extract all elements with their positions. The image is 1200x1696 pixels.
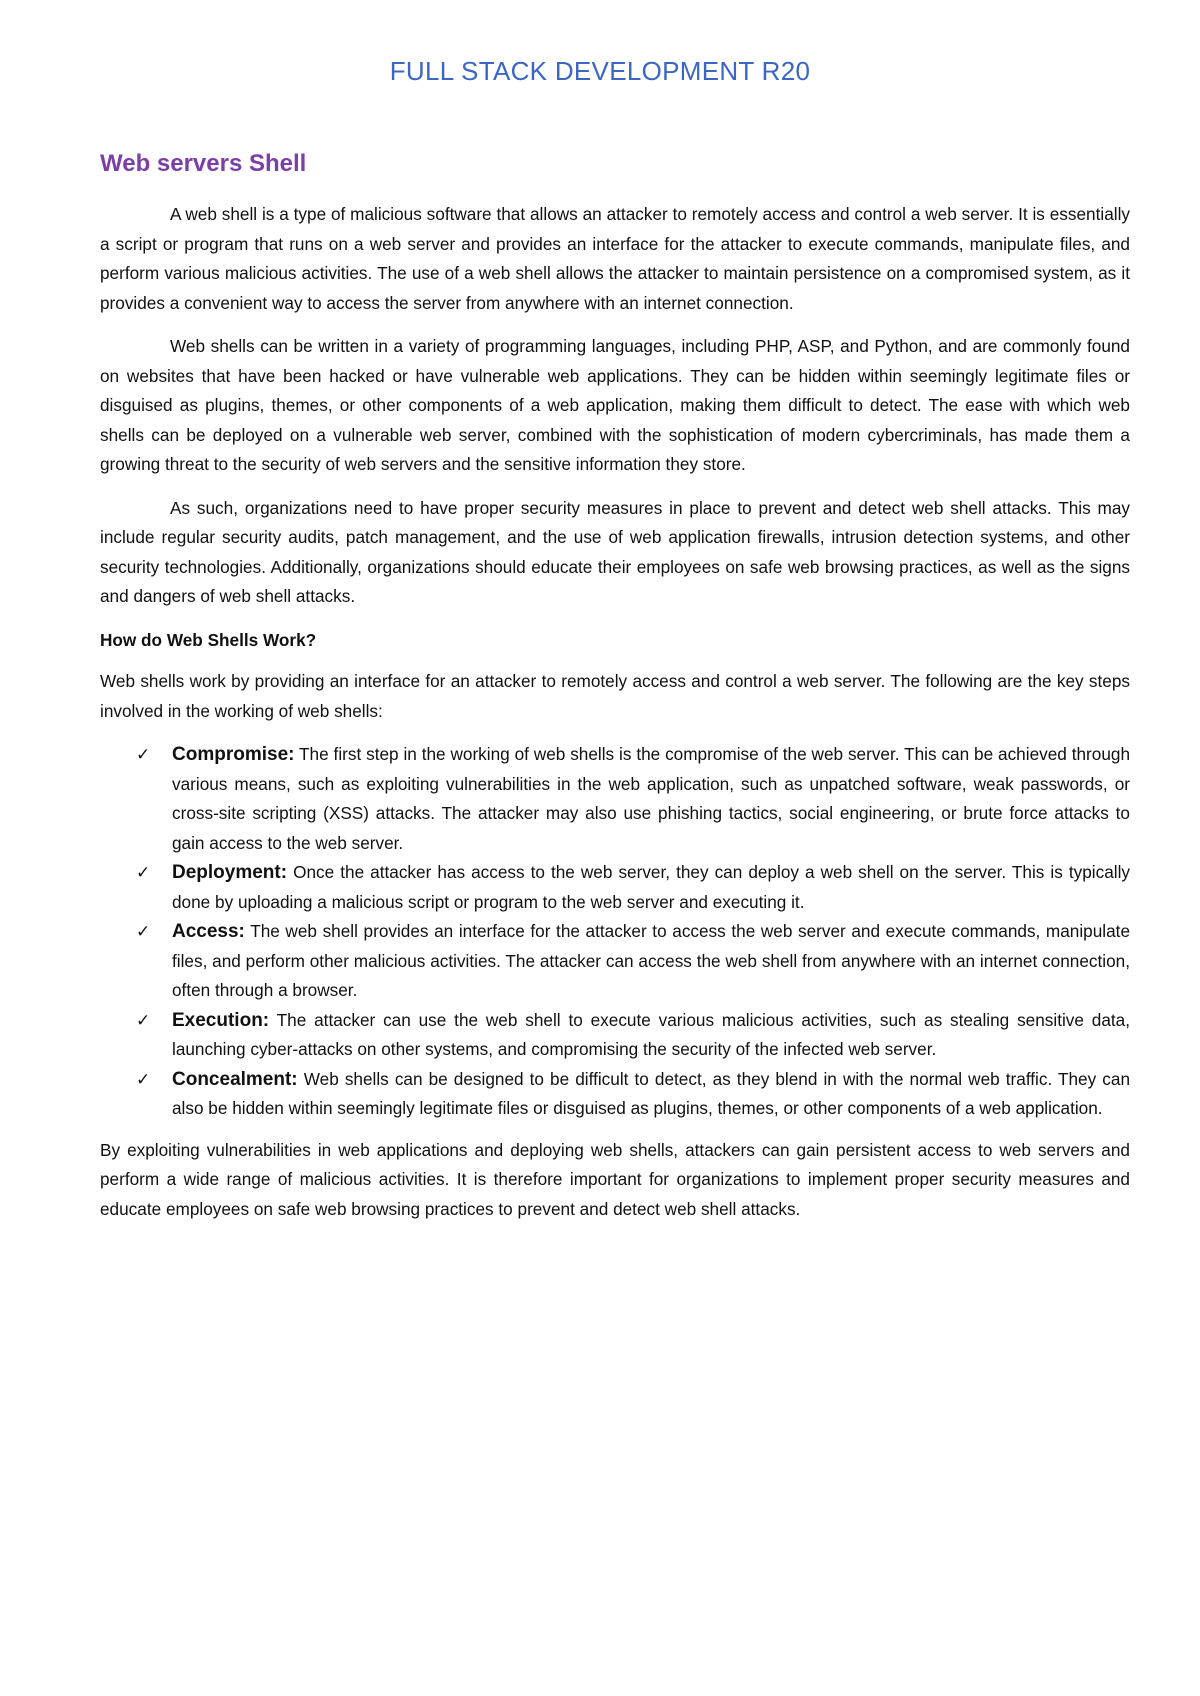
how-heading: How do Web Shells Work? xyxy=(100,629,317,650)
checkmark-icon: ✓ xyxy=(136,1069,151,1089)
step-term: Deployment: xyxy=(172,862,288,883)
paragraph-intro: A web shell is a type of malicious software that allows an attacker to remotely access and control a web server. It is essentially a script or program that runs on a web server and provides an interface for the attacker to execute commands, manipulate files, and perform various malicious activities. The use of a web shell allows the attacker to maintain persistence on a compromised system, as it provides a convenient way to access the server from anywhere with an internet connection. xyxy=(100,204,1130,313)
step-text: The web shell provides an interface for the attacker to access the web server and execute commands, manipulate files, and perform other malicious activities. The attacker can access the web shell from anywhere with an internet connection, often through a browser. xyxy=(172,921,1131,1000)
step-text: Once the attacker has access to the web server, they can deploy a web shell on the server. This is typically done by uploading a malicious script or program to the web server and executing it. xyxy=(172,862,1131,912)
step-text: The attacker can use the web shell to execute various malicious activities, such as stealing sensitive data, launching cyber-attacks on other systems, and compromising the security of the infected web server. xyxy=(172,1009,1131,1059)
paragraph-languages: Web shells can be written in a variety of programming languages, including PHP, ASP, and Python, and are commonly found on websites that have been hacked or have vulnerable web applications. They can be hidden within seemingly legitimate files or disguised as plugins, themes, or other components of a web application, making them difficult to detect. The ease with which web shells can be deployed on a vulnerable web server, combined with the sophistication of modern cybercriminals, has made them a growing threat to the security of web servers and the sensitive information they store. xyxy=(100,336,1130,474)
how-intro: Web shells work by providing an interface for an attacker to remotely access and control a web server. The following are the key steps involved in the working of web shells: xyxy=(100,671,1130,721)
section-title: Web servers Shell xyxy=(100,150,307,177)
checkmark-icon: ✓ xyxy=(136,922,151,941)
step-term: Access: xyxy=(172,921,245,942)
conclusion-paragraph: By exploiting vulnerabilities in web applications and deploying web shells, attackers can gain persistent access to web servers and perform a wide range of malicious activities. It is therefore important for organizations to implement proper security measures and educate employees on safe web browsing practices to prevent and detect web shell attacks. xyxy=(100,1139,1130,1219)
step-text: Web shells can be designed to be difficult to detect, as they blend in with the normal web traffic. They can also be hidden within seemingly legitimate files or disguised as plugins, themes, or other components of a web application. xyxy=(172,1068,1130,1118)
step-compromise xyxy=(136,740,1131,858)
paragraph-security-measures: As such, organizations need to have proper security measures in place to prevent and detect web shell attacks. This may include regular security audits, patch management, and the use of web application firewalls, intrusion detection systems, and other security technologies. Additionally, organizations should educate their employees on safe web browsing practices, as well as the signs and dangers of web shell attacks. xyxy=(100,497,1130,606)
checkmark-icon: ✓ xyxy=(136,745,151,764)
checkmark-icon: ✓ xyxy=(136,1010,151,1030)
step-access xyxy=(136,917,1131,1006)
document-body xyxy=(100,150,1130,1238)
steps-list xyxy=(100,740,1130,1124)
step-term: Compromise: xyxy=(172,744,295,765)
step-term: Concealment: xyxy=(172,1068,298,1090)
step-text: The first step in the working of web shells is the compromise of the web server. This can be achieved through various means, such as exploiting vulnerabilities in the web application, such as unpatched software, weak passwords, or cross-site scripting (XSS) attacks. The attacker may also use phishing tactics, social engineering, or brute force attacks to gain access to the web server. xyxy=(172,744,1131,853)
step-term: Execution: xyxy=(172,1009,270,1031)
step-concealment xyxy=(136,1065,1130,1124)
page-header-title: FULL STACK DEVELOPMENT R20 xyxy=(389,56,811,86)
step-execution xyxy=(136,1006,1131,1065)
step-deployment xyxy=(136,858,1131,917)
checkmark-icon: ✓ xyxy=(136,863,151,882)
